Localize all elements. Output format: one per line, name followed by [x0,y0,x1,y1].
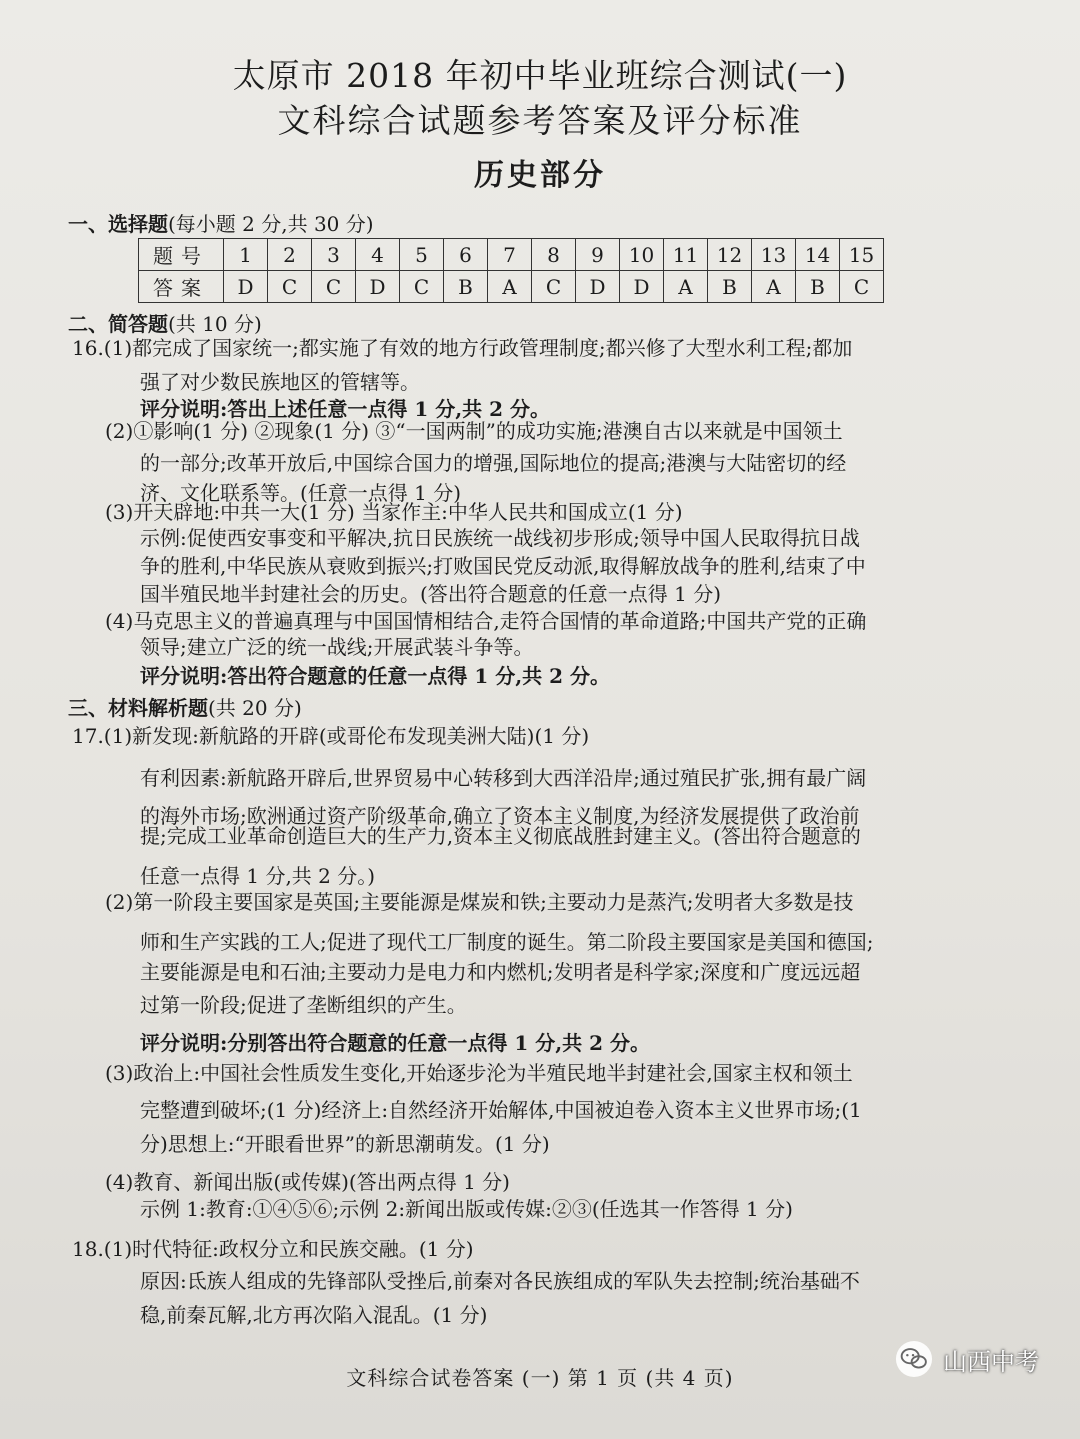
answer-line: (2)第一阶段主要国家是英国;主要能源是煤炭和铁;主要动力是蒸汽;发明者大多数是技 [105,890,854,914]
answer-line: (3)政治上:中国社会性质发生变化,开始逐步沦为半殖民地半封建社会,国家主权和领土 [105,1061,853,1085]
section-2-title: 二、简答题 [68,312,168,336]
answer-line: 任意一点得 1 分,共 2 分。) [140,864,376,888]
scoring-note: 评分说明:答出上述任意一点得 1 分,共 2 分。 [140,397,551,421]
answer-table [138,238,884,303]
document-subtitle: 文科综合试题参考答案及评分标准 [277,101,803,140]
watermark-text: 山西中考 [943,1347,1039,1376]
answer-cell: B [444,271,488,303]
answer-cell: B [708,271,752,303]
answer-line: 的海外市场;欧洲通过资产阶级革命,确立了资本主义制度,为经济发展提供了政治前 [140,804,860,828]
answer-line: 领导;建立广泛的统一战线;开展武装斗争等。 [140,635,534,659]
answer-line: 18.(1)时代特征:政权分立和民族交融。(1 分) [72,1237,474,1261]
answer-line: 争的胜利,中华民族从衰败到振兴;打败国民党反动派,取得解放战争的胜利,结束了中 [140,554,866,578]
question-number-cell: 15 [840,239,884,271]
scoring-note: 评分说明:答出符合题意的任意一点得 1 分,共 2 分。 [140,664,611,688]
answer-line: 济、文化联系等。(任意一点得 1 分) [140,481,462,505]
question-number-cell: 8 [532,239,576,271]
answer-line: 主要能源是电和石油;主要动力是电力和内燃机;发明者是科学家;深度和广度远远超 [140,960,861,984]
answer-cell: C [840,271,884,303]
answer-line: 示例:促使西安事变和平解决,抗日民族统一战线初步形成;领导中国人民取得抗日战 [140,526,860,550]
answer-line: 稳,前秦瓦解,北方再次陷入混乱。(1 分) [140,1303,488,1327]
question-number-cell: 13 [752,239,796,271]
question-number-cell: 11 [664,239,708,271]
section-1-note: (每小题 2 分,共 30 分) [168,212,374,236]
answer-line: 过第一阶段;促进了垄断组织的产生。 [140,993,467,1017]
section-1-heading [68,208,374,237]
section-2-note: (共 10 分) [168,312,262,336]
question-number-row [139,239,884,271]
answer-cell: C [312,271,356,303]
question-number-cell: 2 [268,239,312,271]
answer-line: 完整遭到破坏;(1 分)经济上:自然经济开始解体,中国被迫卷入资本主义世界市场;(1 [140,1098,862,1122]
watermark [895,1340,1039,1378]
answer-line: 有利因素:新航路开辟后,世界贸易中心转移到大西洋沿岸;通过殖民扩张,拥有最广阔 [140,766,867,790]
question-number-cell: 3 [312,239,356,271]
question-number-cell: 6 [444,239,488,271]
answer-line: (2)①影响(1 分) ②现象(1 分) ③“一国两制”的成功实施;港澳自古以来就是中国领土 [105,419,843,443]
page-footer: 文科综合试卷答案 (一) 第 1 页 (共 4 页) [346,1366,734,1390]
answer-cell: D [356,271,400,303]
answer-cell: B [796,271,840,303]
section-3-note: (共 20 分) [208,696,302,720]
question-number-cell: 5 [400,239,444,271]
answer-line: 师和生产实践的工人;促进了现代工厂制度的诞生。第二阶段主要国家是美国和德国; [140,930,874,954]
answer-line: 17.(1)新发现:新航路的开辟(或哥伦布发现美洲大陆)(1 分) [72,724,590,748]
document-title: 太原市 2018 年初中毕业班综合测试(一) [232,56,848,95]
subject-heading: 历史部分 [474,158,606,193]
answer-line: (3)开天辟地:中共一大(1 分) 当家作主:中华人民共和国成立(1 分) [105,500,683,524]
question-number-label: 题号 [139,239,224,271]
answer-cell: C [400,271,444,303]
answer-cell: A [752,271,796,303]
answer-cell: A [488,271,532,303]
answer-line: (4)教育、新闻出版(或传媒)(答出两点得 1 分) [105,1170,510,1194]
answer-cell: C [532,271,576,303]
answer-line: 示例 1:教育:①④⑤⑥;示例 2:新闻出版或传媒:②③(任选其一作答得 1 分) [140,1197,793,1221]
answer-line: 强了对少数民族地区的管辖等。 [140,370,420,394]
answer-line: 的一部分;改革开放后,中国综合国力的增强,国际地位的提高;港澳与大陆密切的经 [140,451,847,475]
answer-row [139,271,884,303]
question-number-cell: 9 [576,239,620,271]
wechat-icon [895,1340,933,1378]
answer-line: 原因:氐族人组成的先锋部队受挫后,前秦对各民族组成的军队失去控制;统治基础不 [140,1269,860,1293]
answer-cell: A [664,271,708,303]
answer-line: 提;完成工业革命创造巨大的生产力,资本主义彻底战胜封建主义。(答出符合题意的 [140,824,861,848]
question-number-cell: 10 [620,239,664,271]
answer-cell: D [224,271,268,303]
answer-cell: D [620,271,664,303]
question-number-cell: 4 [356,239,400,271]
answer-line: 国半殖民地半封建社会的历史。(答出符合题意的任意一点得 1 分) [140,582,722,606]
answer-cell: C [268,271,312,303]
section-3-heading [68,692,302,721]
question-number-cell: 7 [488,239,532,271]
answer-cell: D [576,271,620,303]
section-1-title: 一、选择题 [68,212,168,236]
answer-label: 答案 [139,271,224,303]
scoring-note: 评分说明:分别答出符合题意的任意一点得 1 分,共 2 分。 [140,1031,651,1055]
section-3-title: 三、材料解析题 [68,696,208,720]
question-number-cell: 14 [796,239,840,271]
answer-line: 分)思想上:“开眼看世界”的新思潮萌发。(1 分) [140,1132,550,1156]
question-number-cell: 1 [224,239,268,271]
answer-line: 16.(1)都完成了国家统一;都实施了有效的地方行政管理制度;都兴修了大型水利工程;都加 [72,336,853,360]
question-number-cell: 12 [708,239,752,271]
answer-line: (4)马克思主义的普遍真理与中国国情相结合,走符合国情的革命道路;中国共产党的正确 [105,609,867,633]
